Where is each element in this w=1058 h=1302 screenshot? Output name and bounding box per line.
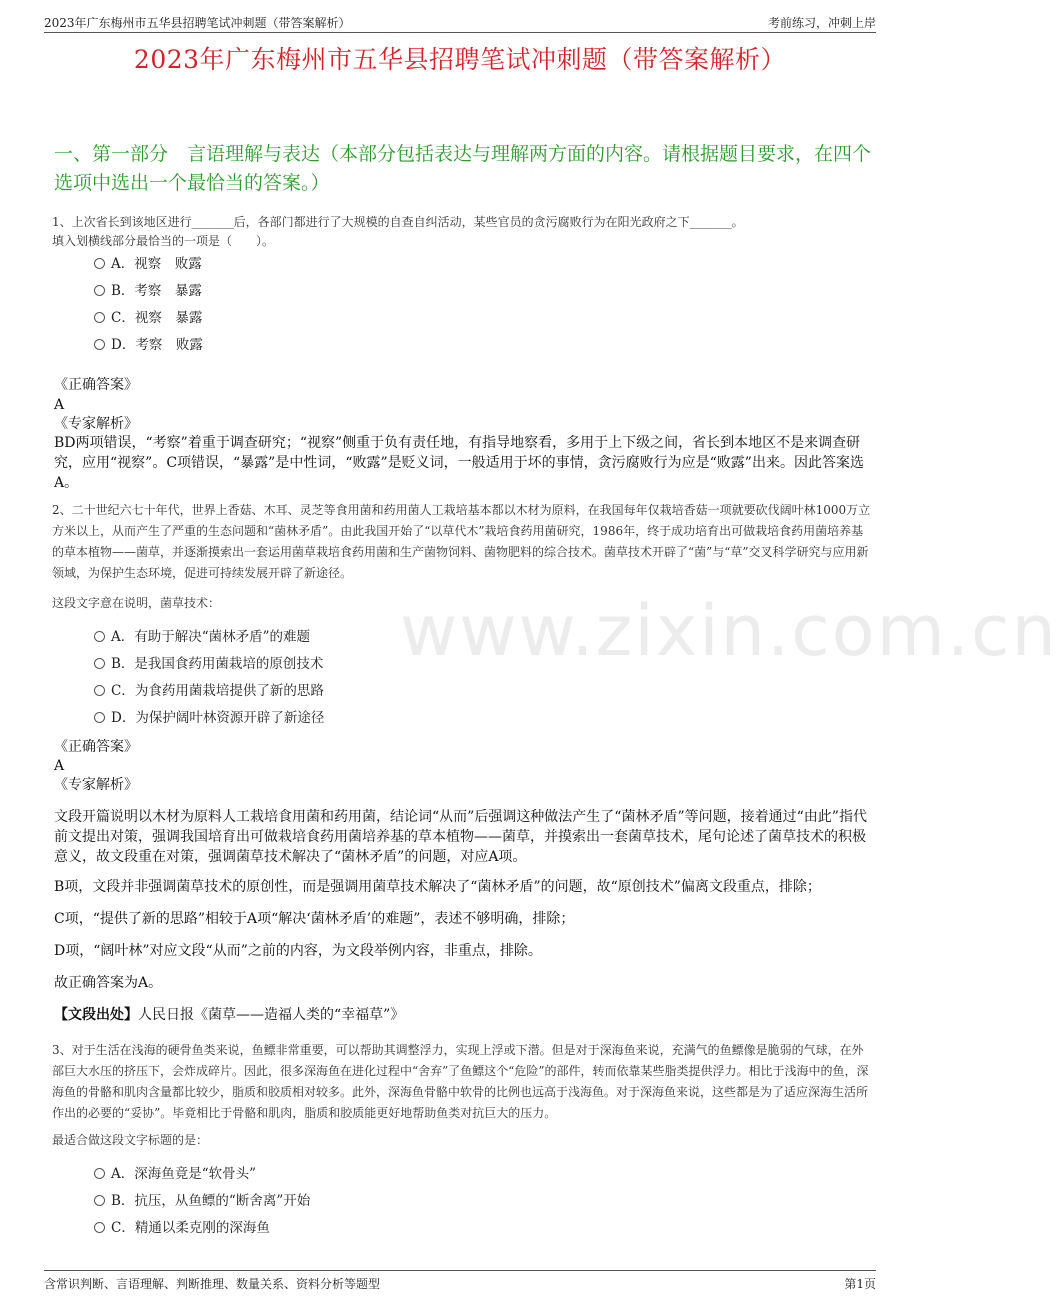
page-footer (44, 1270, 876, 1295)
footer-topics: 含常识判断、言语理解、判断推理、数量关系、资料分析等题型 (44, 1277, 381, 1291)
q2-stem: 2、二十世纪六七十年代，世界上香菇、木耳、灵芝等食用菌和药用菌人工栽培基本都以木材为原料，在我国每年仅栽培香菇一项就要砍伐阔叶林1000万立方米以上，从而产生了严重的生态问题和“菌林矛盾”。由此我国开始了“以草代木”栽培食药用菌研究，1986年，终于成功培育出可做栽培食药用菌培养基的草本植物——菌草，并逐渐摸索出一套运用菌草栽培食药用菌和生产菌物饲料、菌物肥料的综合技术。菌草技术开辟了“菌”与“草”交叉科学研究与应用新领域，为保护生态环境，促进可持续发展开辟了新途径。 (52, 503, 871, 580)
radio-icon[interactable] (94, 1168, 105, 1179)
page-header (44, 10, 876, 33)
radio-icon[interactable] (94, 1222, 105, 1233)
q2-analysis-d: D项，“阔叶林”对应文段“从而”之前的内容，为文段举例内容，非重点，排除。 (54, 943, 542, 959)
radio-icon[interactable] (94, 339, 105, 350)
radio-icon[interactable] (94, 658, 105, 669)
q2-analysis-c: C项，“提供了新的思路”相较于A项“解决‘菌林矛盾’的难题”，表述不够明确，排除； (54, 911, 575, 927)
q2-analysis-label: 《专家解析》 (54, 777, 138, 793)
radio-icon[interactable] (94, 1195, 105, 1206)
q3-instruction: 最适合做这段文字标题的是： (52, 1133, 209, 1147)
q3-option-a[interactable]: A．深海鱼竟是“软骨头” (94, 1164, 256, 1184)
q1-analysis-label: 《专家解析》 (54, 416, 138, 432)
q2-source: 【文段出处】人民日报《菌草——造福人类的“幸福草”》 (54, 1007, 405, 1023)
q3-option-c[interactable]: C．精通以柔克刚的深海鱼 (94, 1218, 270, 1238)
q2-answer-label: 《正确答案》 (54, 739, 138, 755)
q1-option-c[interactable]: C．视察 暴露 (94, 308, 202, 328)
radio-icon[interactable] (94, 631, 105, 642)
page-number: 第1页 (844, 1277, 876, 1291)
radio-icon[interactable] (94, 685, 105, 696)
q2-instruction: 这段文字意在说明，菌草技术： (52, 596, 221, 610)
q2-option-b[interactable]: B．是我国食药用菌栽培的原创技术 (94, 654, 323, 674)
q1-answer-label: 《正确答案》 (54, 377, 138, 393)
header-doc-title: 2023年广东梅州市五华县招聘笔试冲刺题（带答案解析） (44, 16, 351, 30)
q1-answer: A (54, 397, 65, 413)
q3-stem: 3、对于生活在浅海的硬骨鱼类来说，鱼鳔非常重要，可以帮助其调整浮力，实现上浮或下潜。但是对于深海鱼来说，充满气的鱼鳔像是脆弱的气球，在外部巨大水压的挤压下，会炸成碎片。因此，很多深海鱼在进化过程中“舍弃”了鱼鳔这个“危险”的部件，转而依靠某些脂类提供浮力。相比于浅海中的鱼，深海鱼的骨骼和肌肉含量都比较少，脂质和胶质相对较多。此外，深海鱼骨骼中软骨的比例也远高于浅海鱼。对于深海鱼来说，这些都是为了适应深海生活所作出的必要的“妥协”。毕竟相比于骨骼和肌肉，脂质和胶质能更好地帮助鱼类对抗巨大的压力。 (52, 1043, 869, 1120)
q1-analysis: BD两项错误，“考察”着重于调查研究；“视察”侧重于负有责任地，有指导地察看，多用于上下级之间，省长到本地区不是来调查研究，应用“视察”。C项错误，“暴露”是中性词，“败露”是贬义词，一般适用于坏的事情，贪污腐败行为应是“败露”出来。因此答案选A。 (54, 435, 864, 491)
radio-icon[interactable] (94, 285, 105, 296)
q2-analysis: 文段开篇说明以木材为原料人工栽培食用菌和药用菌，结论词“从而”后强调这种做法产生了“菌林矛盾”等问题，接着通过“由此”指代前文提出对策，强调我国培育出可做栽培食药用菌培养基的草本植物——菌草，并摸索出一套菌草技术，尾句论述了菌草技术的积极意义，故文段重在对策，强调菌草技术解决了“菌林矛盾”的问题，对应A项。 (54, 809, 867, 865)
q2-conclusion: 故正确答案为A。 (54, 975, 163, 991)
q2-option-d[interactable]: D．为保护阔叶林资源开辟了新途径 (94, 708, 324, 728)
radio-icon[interactable] (94, 712, 105, 723)
radio-icon[interactable] (94, 312, 105, 323)
radio-icon[interactable] (94, 258, 105, 269)
q2-answer: A (54, 758, 65, 774)
q3-option-b[interactable]: B．抗压，从鱼鳔的“断舍离”开始 (94, 1191, 310, 1211)
q1-option-d[interactable]: D．考察 败露 (94, 335, 203, 355)
watermark: www.zixin.com.cn (400, 590, 1058, 672)
section-heading: 一、第一部分 言语理解与表达（本部分包括表达与理解两方面的内容。请根据题目要求，在四个选项中选出一个最恰当的答案。） (54, 143, 872, 194)
q1-option-a[interactable]: A．视察 败露 (94, 254, 202, 274)
document-title: 2023年广东梅州市五华县招聘笔试冲刺题（带答案解析） (133, 45, 787, 74)
q2-option-a[interactable]: A．有助于解决“菌林矛盾”的难题 (94, 627, 310, 647)
q2-option-c[interactable]: C．为食药用菌栽培提供了新的思路 (94, 681, 324, 701)
q1-option-b[interactable]: B．考察 暴露 (94, 281, 202, 301)
header-slogan: 考前练习，冲刺上岸 (767, 16, 876, 30)
q2-analysis-b: B项，文段并非强调菌草技术的原创性，而是强调用菌草技术解决了“菌林矛盾”的问题，故“原创技术”偏离文段重点，排除； (54, 879, 821, 895)
q1-instruction: 填入划横线部分最恰当的一项是（ ）。 (52, 234, 275, 248)
q1-stem: 1、上次省长到该地区进行_______后，各部门都进行了大规模的自查自纠活动，某些官员的贪污腐败行为在阳光政府之下_______。 (52, 215, 744, 229)
